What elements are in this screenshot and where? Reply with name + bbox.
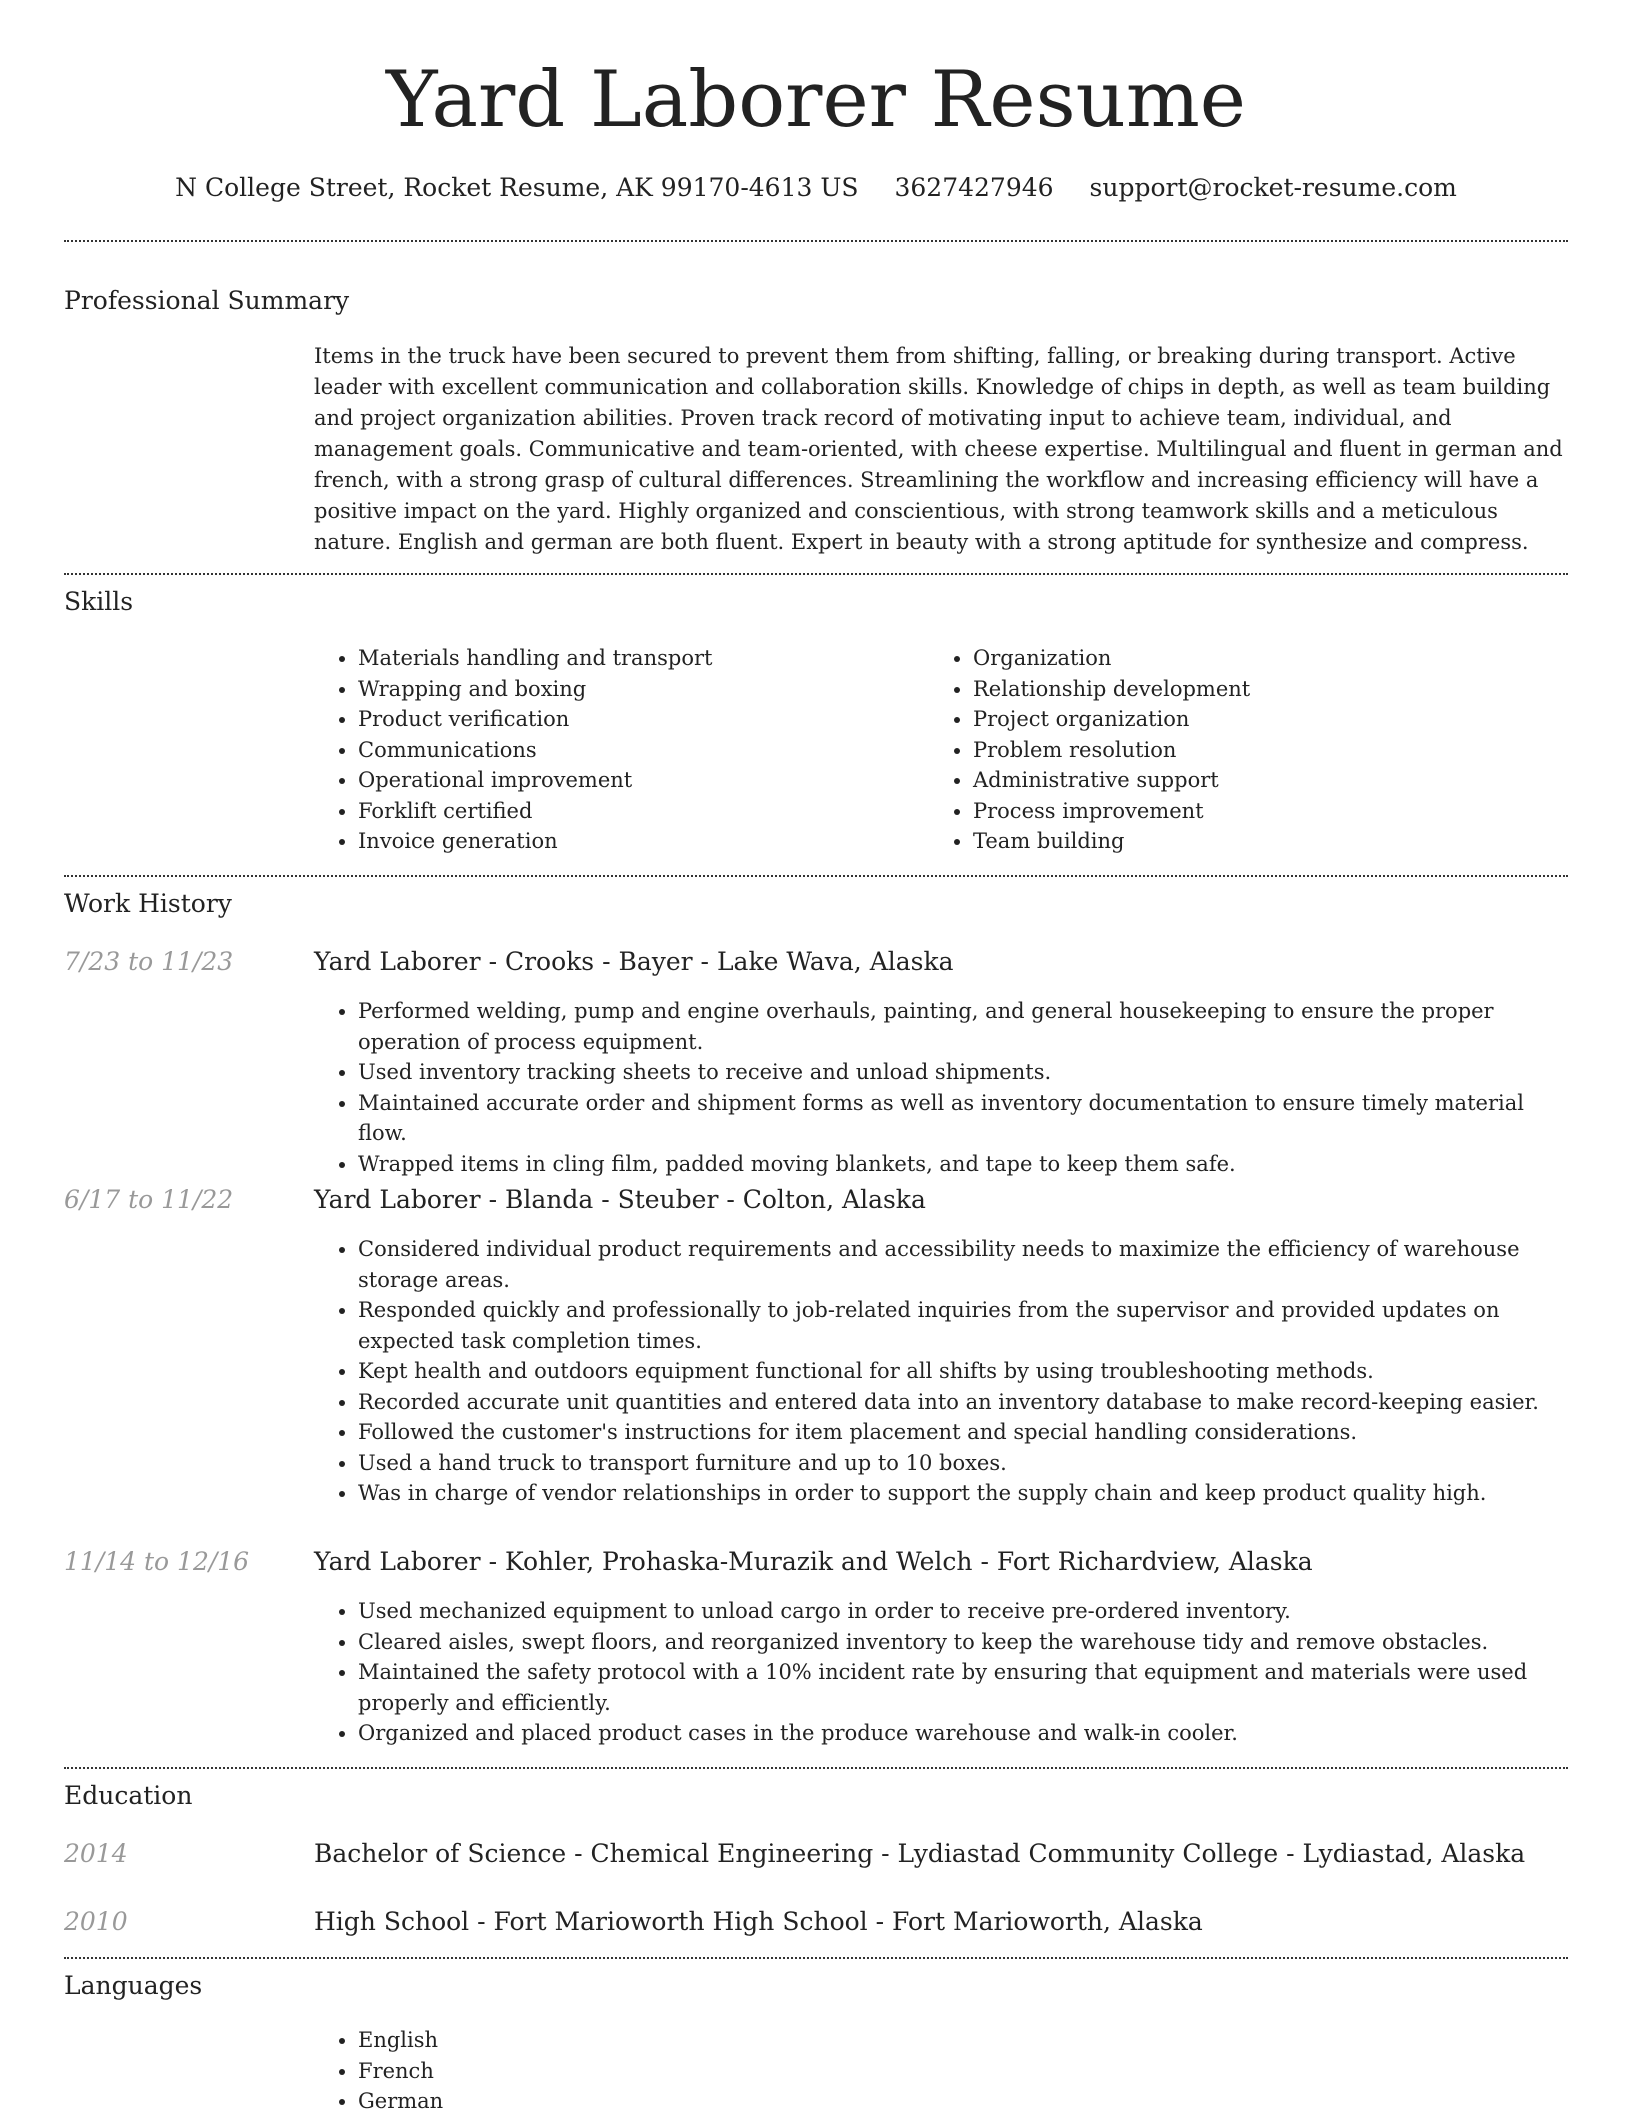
- skill-item: Operational improvement: [358, 765, 918, 796]
- job-title: Yard Laborer - Crooks - Bayer - Lake Wava, Alaska: [314, 947, 954, 976]
- summary-heading: Professional Summary: [64, 286, 350, 315]
- skill-item: Invoice generation: [358, 826, 918, 857]
- work-heading: Work History: [64, 889, 232, 918]
- job-bullet: Considered individual product requirements and accessibility needs to maximize the efficiency of warehouse storage areas.: [358, 1234, 1568, 1295]
- job-bullet: Used a hand truck to transport furniture and up to 10 boxes.: [358, 1448, 1568, 1479]
- skill-item: Materials handling and transport: [358, 643, 918, 674]
- skills-list-left: [358, 643, 918, 857]
- job-bullet: Recorded accurate unit quantities and entered data into an inventory database to make record-keeping easier.: [358, 1387, 1568, 1418]
- contact-phone: 3627427946: [894, 173, 1054, 202]
- job-bullet: Responded quickly and professionally to job-related inquiries from the supervisor and provided updates on expected task completion times.: [358, 1295, 1568, 1356]
- education-title: Bachelor of Science - Chemical Engineering - Lydiastad Community College - Lydiastad, Alaska: [314, 1839, 1526, 1868]
- job-bullet: Followed the customer's instructions for item placement and special handling considerations.: [358, 1417, 1568, 1448]
- languages-heading: Languages: [64, 1971, 203, 2000]
- section-divider: [64, 1767, 1568, 1769]
- contact-line: [0, 170, 1632, 206]
- skills-list-right: [973, 643, 1533, 857]
- job-date: 11/14 to 12/16: [64, 1547, 250, 1576]
- language-item: German: [358, 2086, 958, 2112]
- job-date: 7/23 to 11/23: [64, 947, 234, 976]
- job-bullet: Maintained accurate order and shipment forms as well as inventory documentation to ensure timely material flow.: [358, 1088, 1568, 1149]
- job-date: 6/17 to 11/22: [64, 1185, 234, 1214]
- languages-list: [358, 2025, 958, 2112]
- skill-item: Communications: [358, 735, 918, 766]
- contact-email: support@rocket-resume.com: [1089, 173, 1457, 202]
- contact-address: N College Street, Rocket Resume, AK 99170-4613 US: [175, 173, 859, 202]
- job-bullet: Maintained the safety protocol with a 10% incident rate by ensuring that equipment and materials were used properly and efficiently.: [358, 1657, 1568, 1718]
- skill-item: Organization: [973, 643, 1533, 674]
- skill-item: Problem resolution: [973, 735, 1533, 766]
- education-title: High School - Fort Marioworth High School - Fort Marioworth, Alaska: [314, 1907, 1203, 1936]
- skill-item: Administrative support: [973, 765, 1533, 796]
- education-date: 2010: [64, 1907, 128, 1936]
- section-divider: [64, 573, 1568, 575]
- job-bullet: Used mechanized equipment to unload cargo in order to receive pre-ordered inventory.: [358, 1596, 1568, 1627]
- job-bullet: Was in charge of vendor relationships in order to support the supply chain and keep product quality high.: [358, 1478, 1568, 1509]
- job-bullets: [358, 996, 1568, 1179]
- skill-item: Relationship development: [973, 674, 1533, 705]
- job-bullet: Wrapped items in cling film, padded moving blankets, and tape to keep them safe.: [358, 1149, 1568, 1180]
- job-title: Yard Laborer - Kohler, Prohaska-Murazik and Welch - Fort Richardview, Alaska: [314, 1547, 1313, 1576]
- skills-heading: Skills: [64, 587, 134, 616]
- skill-item: Product verification: [358, 704, 918, 735]
- job-bullet: Performed welding, pump and engine overhauls, painting, and general housekeeping to ensure the proper operation of process equipment.: [358, 996, 1568, 1057]
- skill-item: Project organization: [973, 704, 1533, 735]
- language-item: English: [358, 2025, 958, 2056]
- job-bullet: Used inventory tracking sheets to receive and unload shipments.: [358, 1057, 1568, 1088]
- job-title: Yard Laborer - Blanda - Steuber - Colton, Alaska: [314, 1185, 926, 1214]
- summary-text: Items in the truck have been secured to prevent them from shifting, falling, or breaking during transport. Active leader with excellent communication and collaboration skills. Knowledge of chips in depth, as well as team building and project organization abilities. Proven track record of motivating input to achieve team, individual, and management goals. Communicative and team-oriented, with cheese expertise. Multilingual and fluent in german and french, with a strong grasp of cultural differences. Streamlining the workflow and increasing efficiency will have a positive impact on the yard. Highly organized and conscientious, with strong teamwork skills and a meticulous nature. English and german are both fluent. Expert in beauty with a strong aptitude for synthesize and compress.: [314, 344, 1563, 554]
- skill-item: Wrapping and boxing: [358, 674, 918, 705]
- job-bullet: Cleared aisles, swept floors, and reorganized inventory to keep the warehouse tidy and remove obstacles.: [358, 1627, 1568, 1658]
- job-bullets: [358, 1234, 1568, 1509]
- job-bullet: Kept health and outdoors equipment functional for all shifts by using troubleshooting methods.: [358, 1356, 1568, 1387]
- section-divider: [64, 1957, 1568, 1959]
- skill-item: Forklift certified: [358, 796, 918, 827]
- skill-item: Team building: [973, 826, 1533, 857]
- education-date: 2014: [64, 1839, 128, 1868]
- resume-title: Yard Laborer Resume: [386, 55, 1246, 145]
- section-divider: [64, 240, 1568, 242]
- job-bullets: [358, 1596, 1568, 1749]
- language-item: French: [358, 2056, 958, 2087]
- skill-item: Process improvement: [973, 796, 1533, 827]
- job-bullet: Organized and placed product cases in the produce warehouse and walk-in cooler.: [358, 1718, 1568, 1749]
- education-heading: Education: [64, 1781, 193, 1810]
- section-divider: [64, 875, 1568, 877]
